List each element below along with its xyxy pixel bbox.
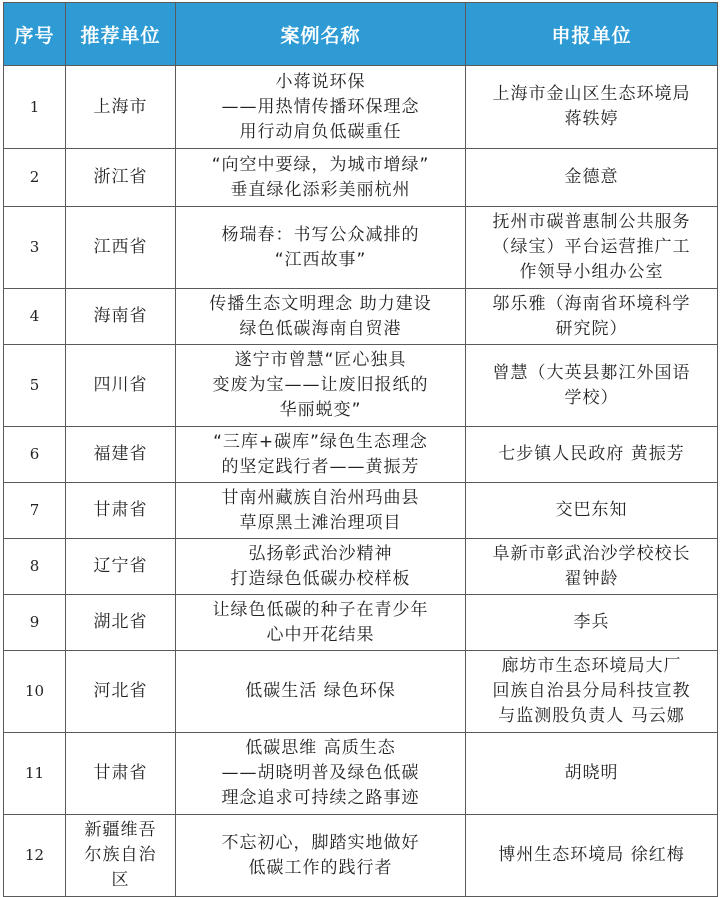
cell-no: 12 (4, 815, 66, 897)
cell-unit: 辽宁省 (66, 539, 176, 595)
cell-case: 杨瑞春：书写公众减排的 “江西故事” (176, 207, 466, 289)
cell-unit: 河北省 (66, 651, 176, 733)
cell-case: 不忘初心，脚踏实地做好 低碳工作的践行者 (176, 815, 466, 897)
cell-no: 2 (4, 149, 66, 207)
cell-unit: 甘肃省 (66, 483, 176, 539)
cell-applicant: 抚州市碳普惠制公共服务 （绿宝）平台运营推广工 作领导小组办公室 (466, 207, 718, 289)
cell-no: 6 (4, 427, 66, 483)
cell-case: 小蒋说环保 ——用热情传播环保理念 用行动肩负低碳重任 (176, 66, 466, 149)
table-row (4, 483, 718, 539)
cell-applicant: 李兵 (466, 595, 718, 651)
header-row (4, 3, 718, 66)
cell-unit: 新疆维吾 尔族自治 区 (66, 815, 176, 897)
cell-applicant: 阜新市彰武治沙学校校长 翟钟龄 (466, 539, 718, 595)
cell-applicant: 曾慧（大英县郪江外国语 学校） (466, 345, 718, 427)
cell-case: 甘南州藏族自治州玛曲县 草原黑土滩治理项目 (176, 483, 466, 539)
cell-no: 3 (4, 207, 66, 289)
table-row (4, 733, 718, 815)
cell-no: 1 (4, 66, 66, 149)
cell-no: 4 (4, 289, 66, 345)
cell-applicant: 上海市金山区生态环境局 蒋轶婷 (466, 66, 718, 149)
cell-case: “向空中要绿，为城市增绿” 垂直绿化添彩美丽杭州 (176, 149, 466, 207)
cell-applicant: 七步镇人民政府 黄振芳 (466, 427, 718, 483)
table-row (4, 66, 718, 149)
header-no: 序号 (4, 3, 66, 66)
cell-applicant: 交巴东知 (466, 483, 718, 539)
table-row (4, 207, 718, 289)
cell-unit: 湖北省 (66, 595, 176, 651)
table-row (4, 149, 718, 207)
case-table (3, 2, 718, 897)
table-row (4, 595, 718, 651)
cell-applicant: 廊坊市生态环境局大厂 回族自治县分局科技宣教 与监测股负责人 马云娜 (466, 651, 718, 733)
table-row (4, 651, 718, 733)
cell-case: 弘扬彰武治沙精神 打造绿色低碳办校样板 (176, 539, 466, 595)
cell-no: 9 (4, 595, 66, 651)
cell-unit: 海南省 (66, 289, 176, 345)
cell-case: 让绿色低碳的种子在青少年 心中开花结果 (176, 595, 466, 651)
table-row (4, 345, 718, 427)
cell-case: 低碳生活 绿色环保 (176, 651, 466, 733)
cell-case: 低碳思维 高质生态 ——胡晓明普及绿色低碳 理念追求可持续之路事迹 (176, 733, 466, 815)
table-row (4, 427, 718, 483)
cell-unit: 上海市 (66, 66, 176, 149)
cell-no: 11 (4, 733, 66, 815)
cell-case: 传播生态文明理念 助力建设 绿色低碳海南自贸港 (176, 289, 466, 345)
cell-case: 遂宁市曾慧“匠心独具 变废为宝——让废旧报纸的 华丽蜕变” (176, 345, 466, 427)
cell-unit: 福建省 (66, 427, 176, 483)
table-row (4, 815, 718, 897)
cell-unit: 甘肃省 (66, 733, 176, 815)
cell-unit: 江西省 (66, 207, 176, 289)
header-case: 案例名称 (176, 3, 466, 66)
cell-no: 7 (4, 483, 66, 539)
table-row (4, 539, 718, 595)
table-row (4, 289, 718, 345)
cell-applicant: 博州生态环境局 徐红梅 (466, 815, 718, 897)
cell-unit: 浙江省 (66, 149, 176, 207)
header-applicant: 申报单位 (466, 3, 718, 66)
cell-no: 10 (4, 651, 66, 733)
cell-case: “三库+碳库”绿色生态理念 的坚定践行者——黄振芳 (176, 427, 466, 483)
cell-applicant: 邬乐雅（海南省环境科学 研究院） (466, 289, 718, 345)
header-unit: 推荐单位 (66, 3, 176, 66)
cell-unit: 四川省 (66, 345, 176, 427)
cell-applicant: 金德意 (466, 149, 718, 207)
cell-applicant: 胡晓明 (466, 733, 718, 815)
cell-no: 5 (4, 345, 66, 427)
cell-no: 8 (4, 539, 66, 595)
